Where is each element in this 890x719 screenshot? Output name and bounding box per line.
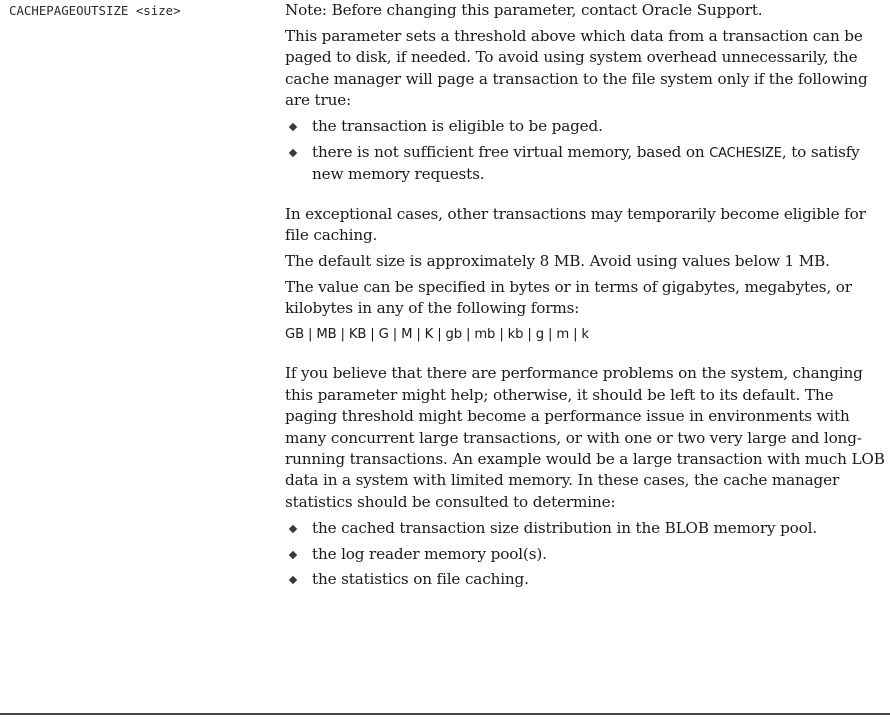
parameter-description xyxy=(285,0,885,595)
table-bottom-rule xyxy=(0,713,890,715)
diamond-bullet-icon xyxy=(289,576,297,584)
list-item-text-prefix: there is not sufficient free virtual memory, based on xyxy=(312,142,710,161)
diamond-bullet-icon xyxy=(289,123,297,131)
statistics-list xyxy=(285,518,885,591)
exceptional-paragraph: In exceptional cases, other transactions may temporarily become eligible for file caching. xyxy=(285,204,866,245)
list-item xyxy=(285,569,885,590)
list-item-text: the log reader memory pool(s). xyxy=(312,544,547,563)
list-item-text-suffix: , to satisfy new memory requests. xyxy=(312,142,860,184)
units-intro-paragraph: The value can be specified in bytes or in terms of gigabytes, megabytes, or kilobytes in any of the following forms: xyxy=(285,277,852,318)
list-item-text: the transaction is eligible to be paged. xyxy=(312,117,603,136)
list-item-text: the cached transaction size distribution in the BLOB memory pool. xyxy=(312,518,818,537)
list-item xyxy=(285,116,885,137)
units-list: GB | MB | KB | G | M | K | gb | mb | kb | g | m | k xyxy=(285,327,589,343)
list-item xyxy=(285,518,885,539)
default-size-paragraph: The default size is approximately 8 MB. Avoid using values below 1 MB. xyxy=(285,252,830,271)
diamond-bullet-icon xyxy=(289,524,297,532)
diamond-bullet-icon xyxy=(289,550,297,558)
cachesize-keyword: CACHESIZE xyxy=(709,145,782,161)
conditions-list xyxy=(285,116,885,186)
list-item xyxy=(285,544,885,565)
parameter-name: CACHEPAGEOUTSIZE <size> xyxy=(9,3,181,18)
performance-paragraph: If you believe that there are performance problems on the system, changing this parameter might help; otherwise, it should be left to its default. The paging threshold might become a performance issue in environments with many concurrent large transactions, or with one or two very large and long-running transactions. An example would be a large transaction with much LOB data in a system with limited memory. In these cases, the cache manager statistics should be consulted to determine: xyxy=(285,364,885,511)
list-item-text: the statistics on file caching. xyxy=(312,570,529,589)
intro-paragraph: This parameter sets a threshold above which data from a transaction can be paged to disk, if needed. To avoid using system overhead unnecessarily, the cache manager will page a transaction to the file system only if the following are true: xyxy=(285,26,868,110)
support-note: Note: Before changing this parameter, contact Oracle Support. xyxy=(285,1,763,19)
list-item xyxy=(285,142,885,186)
diamond-bullet-icon xyxy=(289,149,297,157)
